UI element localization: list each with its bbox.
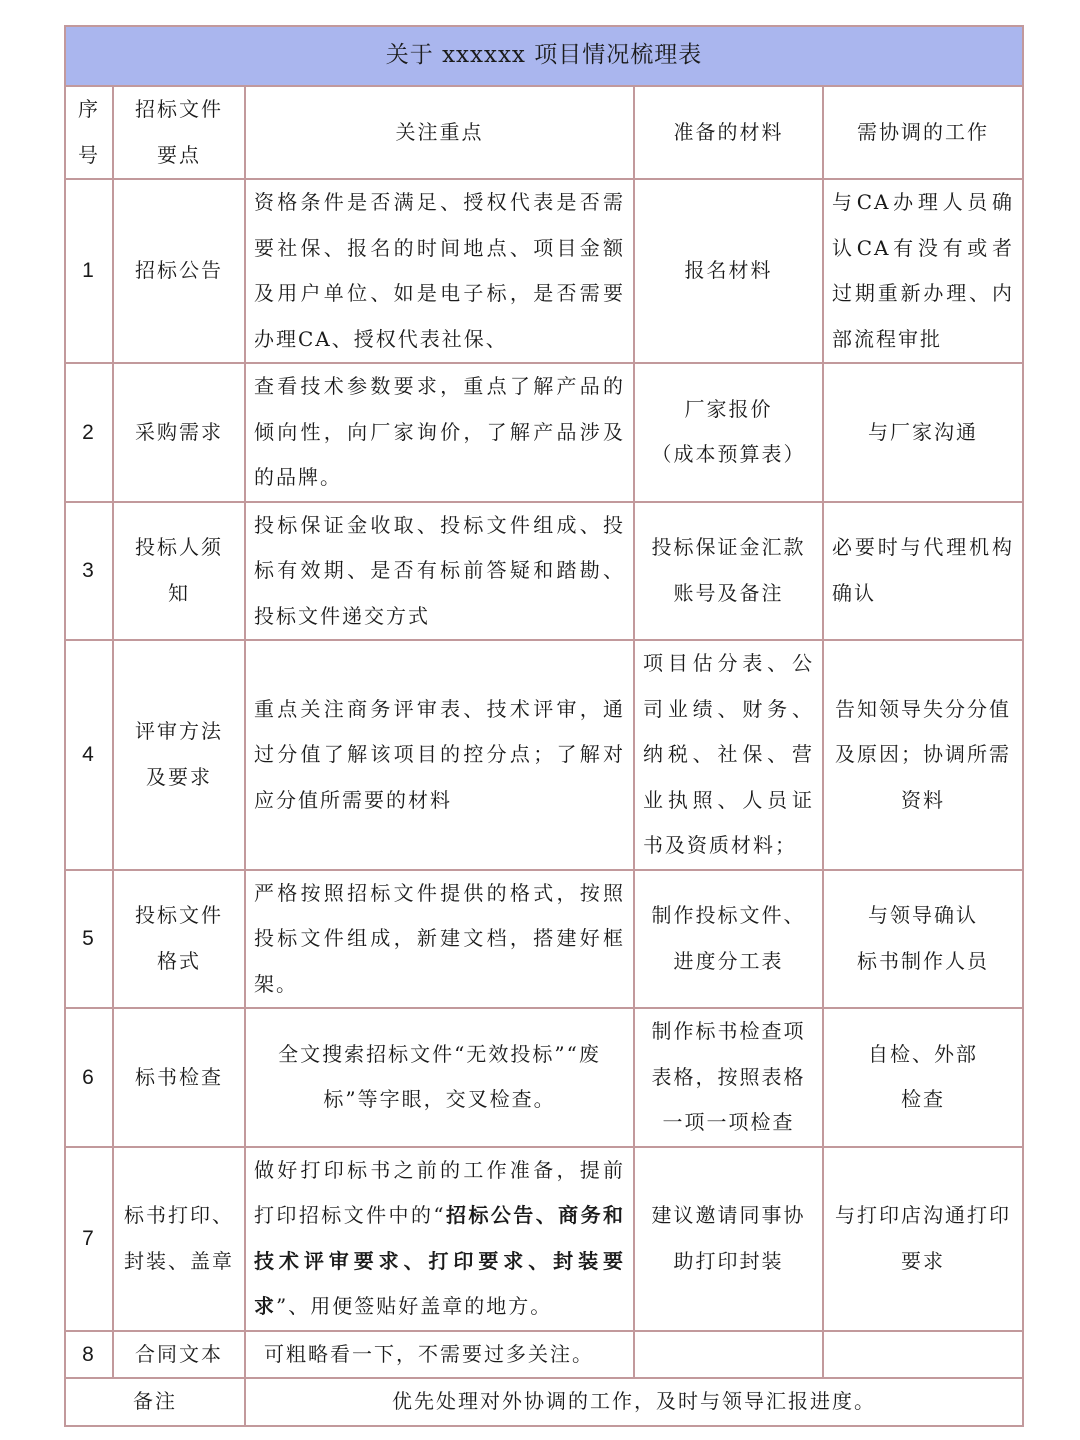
coord-line: 与领导确认 [868, 903, 978, 928]
header-focus: 关注重点 [245, 86, 634, 179]
focus-text: ”、用便签贴好盖章的地方。 [276, 1294, 553, 1318]
row-focus: 查看技术参数要求，重点了解产品的倾向性，向厂家询价，了解产品涉及的品牌。 [245, 363, 634, 502]
table-row [65, 1331, 1023, 1379]
note-row [65, 1378, 1023, 1426]
row-point: 采购需求 [113, 363, 245, 502]
row-point: 投标文件格式 [113, 870, 245, 1009]
row-coord [823, 1331, 1023, 1379]
row-focus: 投标保证金收取、投标文件组成、投标有效期、是否有标前答疑和踏勘、投标文件递交方式 [245, 502, 634, 641]
row-materials: 报名材料 [634, 179, 823, 363]
row-seq: 7 [65, 1147, 113, 1331]
row-materials: 投标保证金汇款账号及备注 [634, 502, 823, 641]
row-materials: 制作标书检查项表格，按照表格一项一项检查 [634, 1008, 823, 1147]
row-point: 标书打印、封装、盖章 [113, 1147, 245, 1331]
row-focus: 全文搜索招标文件“无效投标”“废标”等字眼，交叉检查。 [245, 1008, 634, 1147]
row-seq: 2 [65, 363, 113, 502]
focus-bold-text: 招标公告、商务和技术评审要求、打印要求、封装要求 [254, 1203, 625, 1318]
row-materials [634, 1331, 823, 1379]
row-focus: 重点关注商务评审表、技术评审，通过分值了解该项目的控分点；了解对应分值所需要的材料 [245, 640, 634, 870]
focus-text: 做好打印标书之前的工作准备，提前打印招标文件中的“ [254, 1157, 625, 1227]
table-row [65, 1147, 1023, 1331]
row-coord: 与打印店沟通打印要求 [823, 1147, 1023, 1331]
row-seq: 3 [65, 502, 113, 641]
table-row [65, 1008, 1023, 1147]
header-row [65, 86, 1023, 179]
row-materials: 建议邀请同事协助打印封装 [634, 1147, 823, 1331]
row-coord: 告知领导失分分值及原因；协调所需资料 [823, 640, 1023, 870]
materials-line: 厂家报价 [684, 396, 773, 421]
row-point: 招标公告 [113, 179, 245, 363]
table-row [65, 502, 1023, 641]
coord-line: 检查 [901, 1087, 945, 1112]
coord-line: 自检、外部 [868, 1041, 978, 1066]
header-coord: 需协调的工作 [823, 86, 1023, 179]
note-label: 备注 [65, 1378, 245, 1426]
note-text: 优先处理对外协调的工作，及时与领导汇报进度。 [245, 1378, 1023, 1426]
row-seq: 8 [65, 1331, 113, 1379]
row-materials [634, 363, 823, 502]
row-coord: 与厂家沟通 [823, 363, 1023, 502]
row-materials: 项目估分表、公司业绩、财务、纳税、社保、营业执照、人员证书及资质材料； [634, 640, 823, 870]
row-coord [823, 1008, 1023, 1147]
row-coord [823, 870, 1023, 1009]
materials-line: （成本预算表） [651, 442, 806, 467]
header-materials: 准备的材料 [634, 86, 823, 179]
row-seq: 1 [65, 179, 113, 363]
row-focus [245, 1147, 634, 1331]
row-point: 合同文本 [113, 1331, 245, 1379]
table-row [65, 870, 1023, 1009]
row-materials: 制作投标文件、进度分工表 [634, 870, 823, 1009]
row-seq: 5 [65, 870, 113, 1009]
header-seq: 序号 [65, 86, 113, 179]
row-focus: 资格条件是否满足、授权代表是否需要社保、报名的时间地点、项目金额及用户单位、如是电子标，是否需要办理CA、授权代表社保、 [245, 179, 634, 363]
row-point: 投标人须知 [113, 502, 245, 641]
row-seq: 4 [65, 640, 113, 870]
row-seq: 6 [65, 1008, 113, 1147]
coord-line: 标书制作人员 [857, 948, 989, 973]
table-title: 关于 xxxxxx 项目情况梳理表 [65, 26, 1023, 86]
row-focus: 严格按照招标文件提供的格式，按照投标文件组成，新建文档，搭建好框架。 [245, 870, 634, 1009]
row-point: 标书检查 [113, 1008, 245, 1147]
table-row [65, 179, 1023, 363]
table-row [65, 640, 1023, 870]
table-row [65, 363, 1023, 502]
row-coord: 必要时与代理机构确认 [823, 502, 1023, 641]
row-focus: 可粗略看一下，不需要过多关注。 [245, 1331, 634, 1379]
row-point: 评审方法及要求 [113, 640, 245, 870]
row-coord: 与CA办理人员确认CA有没有或者过期重新办理、内部流程审批 [823, 179, 1023, 363]
summary-sheet [64, 25, 1022, 1427]
project-table [64, 25, 1024, 1427]
header-point: 招标文件要点 [113, 86, 245, 179]
